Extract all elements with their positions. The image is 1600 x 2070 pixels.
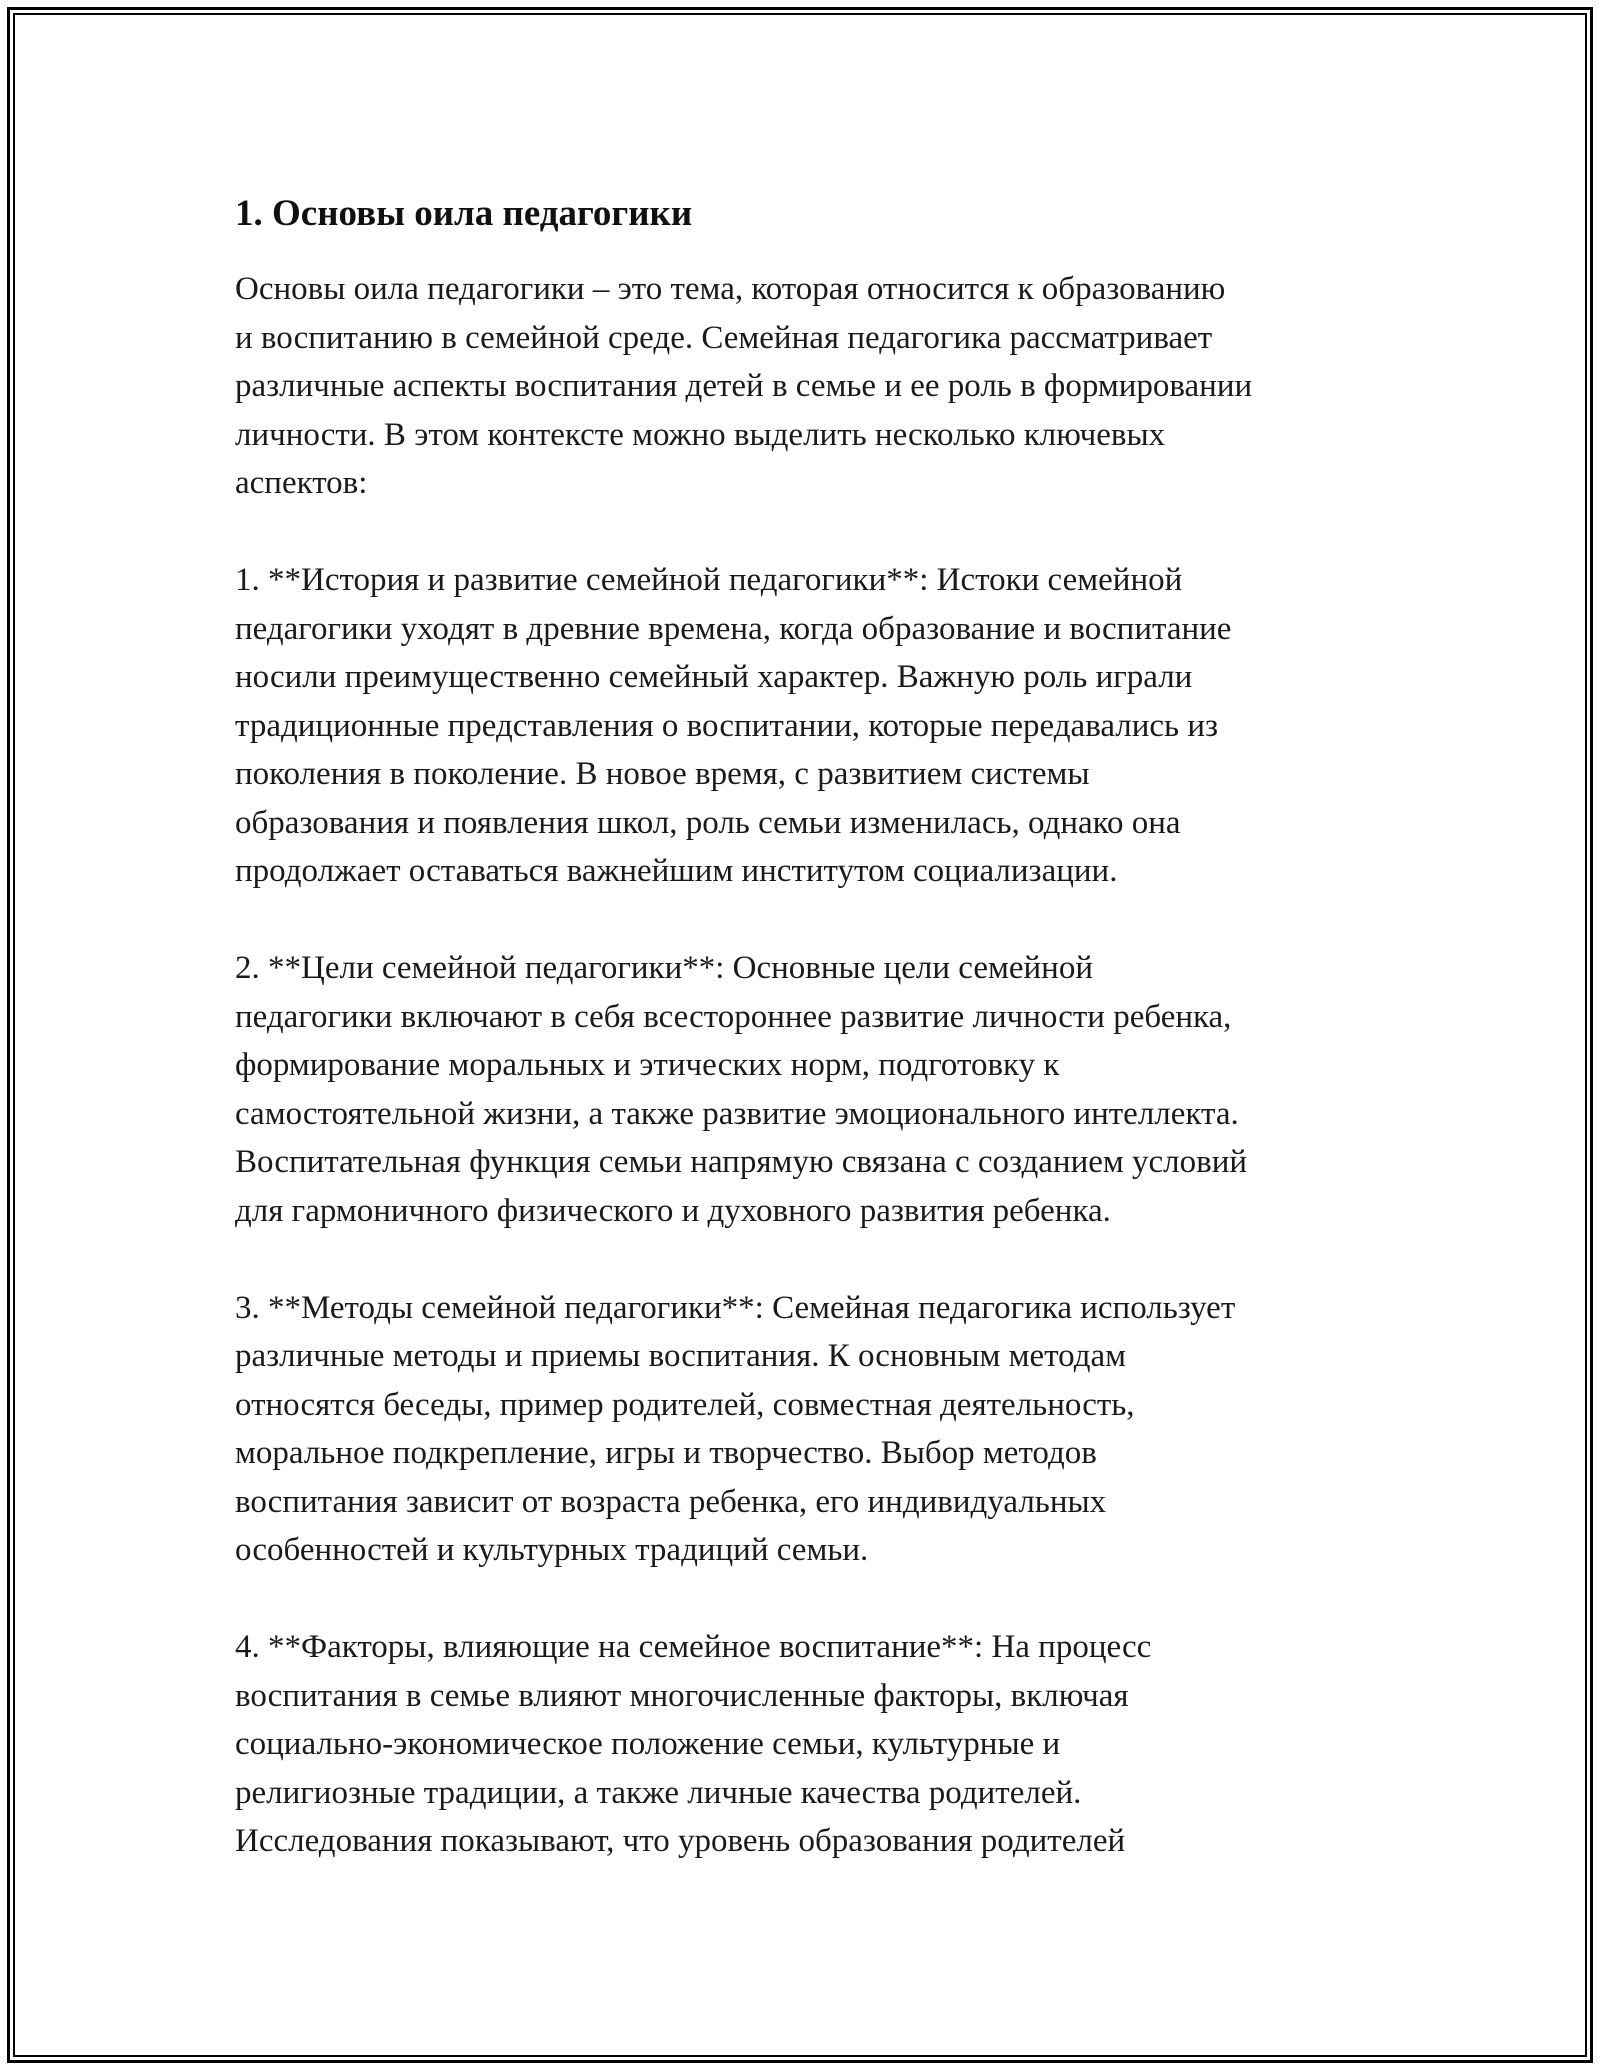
- paragraph-line: личности. В этом контексте можно выделить несколько ключевых: [235, 416, 1166, 453]
- paragraph-1: [235, 265, 1375, 508]
- paragraph-4: [235, 1284, 1375, 1575]
- paragraph-line: 4. **Факторы, влияющие на семейное воспитание**: На процесс: [235, 1629, 1152, 1665]
- paragraph-line: аспектов:: [235, 465, 368, 501]
- paragraph-line: педагогики уходят в древние времена, когда образование и воспитание: [235, 610, 1232, 647]
- paragraph-line: 3. **Методы семейной педагогики**: Семейная педагогика использует: [235, 1289, 1236, 1326]
- paragraph-list: [235, 265, 1375, 1866]
- paragraph-line: продолжает оставаться важнейшим институтом социализации.: [235, 853, 1118, 889]
- paragraph-line: воспитания зависит от возраста ребенка, его индивидуальных: [235, 1483, 1107, 1520]
- paragraph-line: относятся беседы, пример родителей, совместная деятельность,: [235, 1386, 1135, 1423]
- paragraph-5: [235, 1623, 1375, 1866]
- paragraph-line: поколения в поколение. В новое время, с развитием системы: [235, 756, 1090, 792]
- paragraph-line: различные методы и приемы воспитания. К основным методам: [235, 1338, 1127, 1374]
- paragraph-3: [235, 944, 1375, 1235]
- paragraph-2: [235, 556, 1375, 896]
- paragraph-line: моральное подкрепление, игры и творчество. Выбор методов: [235, 1435, 1097, 1471]
- paragraph-line: Воспитательная функция семьи напрямую связана с созданием условий: [235, 1144, 1248, 1180]
- document-title: 1. Основы оила педагогики: [235, 193, 693, 234]
- paragraph-line: формирование моральных и этических норм, подготовку к: [235, 1047, 1060, 1083]
- paragraph-line: 2. **Цели семейной педагогики**: Основные цели семейной: [235, 950, 1093, 986]
- paragraph-line: 1. **История и развитие семейной педагогики**: Истоки семейной: [235, 562, 1183, 598]
- paragraph-line: носили преимущественно семейный характер. Важную роль играли: [235, 659, 1193, 695]
- paragraph-line: религиозные традиции, а также личные качества родителей.: [235, 1774, 1082, 1811]
- document-body: [235, 188, 1375, 1914]
- paragraph-line: образования и появления школ, роль семьи изменилась, однако она: [235, 804, 1181, 841]
- paragraph-line: воспитания в семье влияют многочисленные факторы, включая: [235, 1677, 1129, 1714]
- paragraph-line: социально-экономическое положение семьи, культурные и: [235, 1726, 1061, 1762]
- paragraph-line: традиционные представления о воспитании, которые передавались из: [235, 707, 1219, 744]
- paragraph-line: самостоятельной жизни, а также развитие эмоционального интеллекта.: [235, 1095, 1239, 1132]
- paragraph-line: Основы оила педагогики – это тема, которая относится к образованию: [235, 271, 1226, 307]
- paragraph-line: различные аспекты воспитания детей в семье и ее роль в формировании: [235, 368, 1253, 404]
- paragraph-line: Исследования показывают, что уровень образования родителей: [235, 1823, 1126, 1859]
- paragraph-line: и воспитанию в семейной среде. Семейная педагогика рассматривает: [235, 319, 1213, 356]
- paragraph-line: для гармоничного физического и духовного развития ребенка.: [235, 1192, 1111, 1229]
- paragraph-line: педагогики включают в себя всестороннее развитие личности ребенка,: [235, 998, 1232, 1035]
- paragraph-line: особенностей и культурных традиций семьи.: [235, 1532, 869, 1568]
